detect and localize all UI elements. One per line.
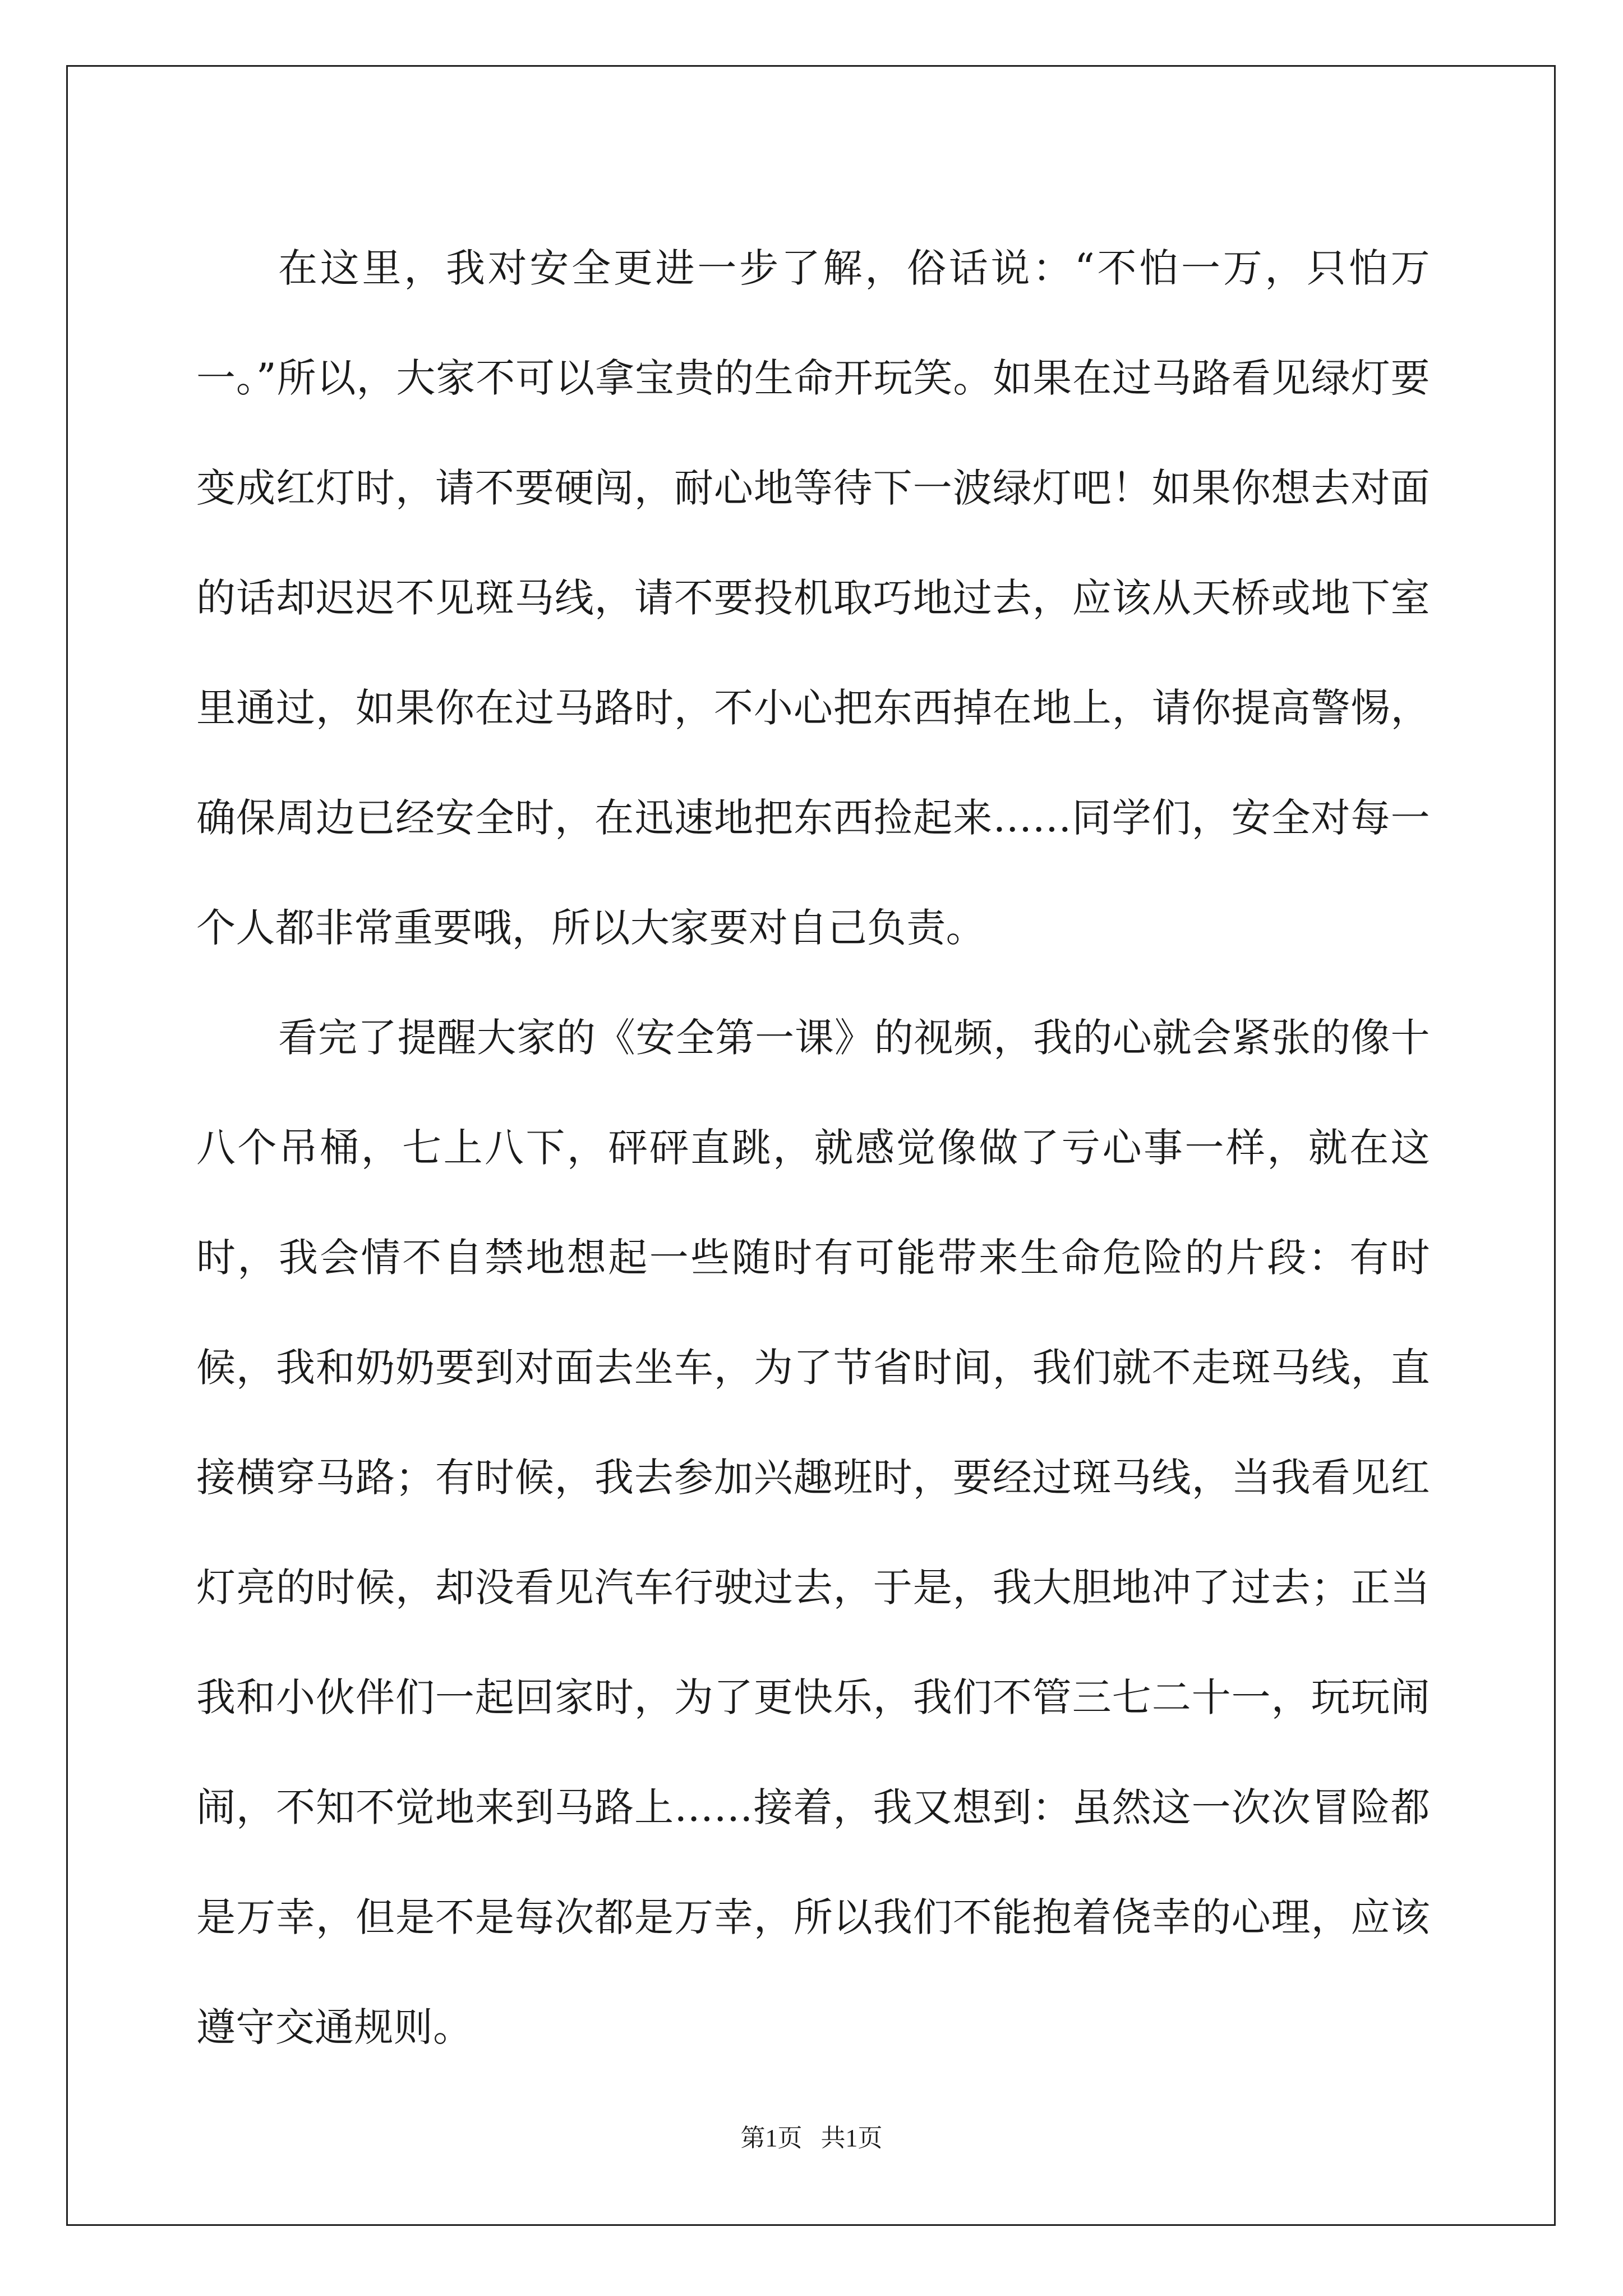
paragraph: 看完了提醒大家的《安全第一课》的视频，我的心就会紧张的像十八个吊桶，七上八下，砰砰直跳，就感觉像做了亏心事一样，就在这时，我会情不自禁地想起一些随时有可能带来生命危险的片段：有时候，我和奶奶要到对面去坐车，为了节省时间，我们就不走斑马线，直接横穿马路；有时候，我去参加兴趣班时，要经过斑马线，当我看见红灯亮的时候，却没看见汽车行驶过去，于是，我大胆地冲了过去；正当我和小伙伴们一起回家时，为了更快乐，我们不管三七二十一，玩玩闹闹，不知不觉地来到马路上……接着，我又想到：虽然这一次次冒险都是万幸，但是不是每次都是万幸，所以我们不能抱着侥幸的心理，应该遵守交通规则。 [196, 1015, 1430, 2050]
page-total: 共1页 [820, 2124, 883, 2152]
document-body [196, 213, 1430, 2082]
paragraph: 在这里，我对安全更进一步了解，俗话说：“不怕一万，只怕万一。”所以，大家不可以拿宝贵的生命开玩笑。如果在过马路看见绿灯要变成红灯时，请不要硬闯，耐心地等待下一波绿灯吧！如果你想去对面的话却迟迟不见斑马线，请不要投机取巧地过去，应该从天桥或地下室里通过，如果你在过马路时，不小心把东西掉在地上，请你提高警惕，确保周边已经安全时，在迅速地把东西捡起来……同学们，安全对每一个人都非常重要哦，所以大家要对自己负责。 [196, 245, 1430, 951]
footer-spacer [803, 2124, 821, 2152]
page-footer [0, 2118, 1623, 2154]
page-number: 第1页 [740, 2124, 803, 2152]
